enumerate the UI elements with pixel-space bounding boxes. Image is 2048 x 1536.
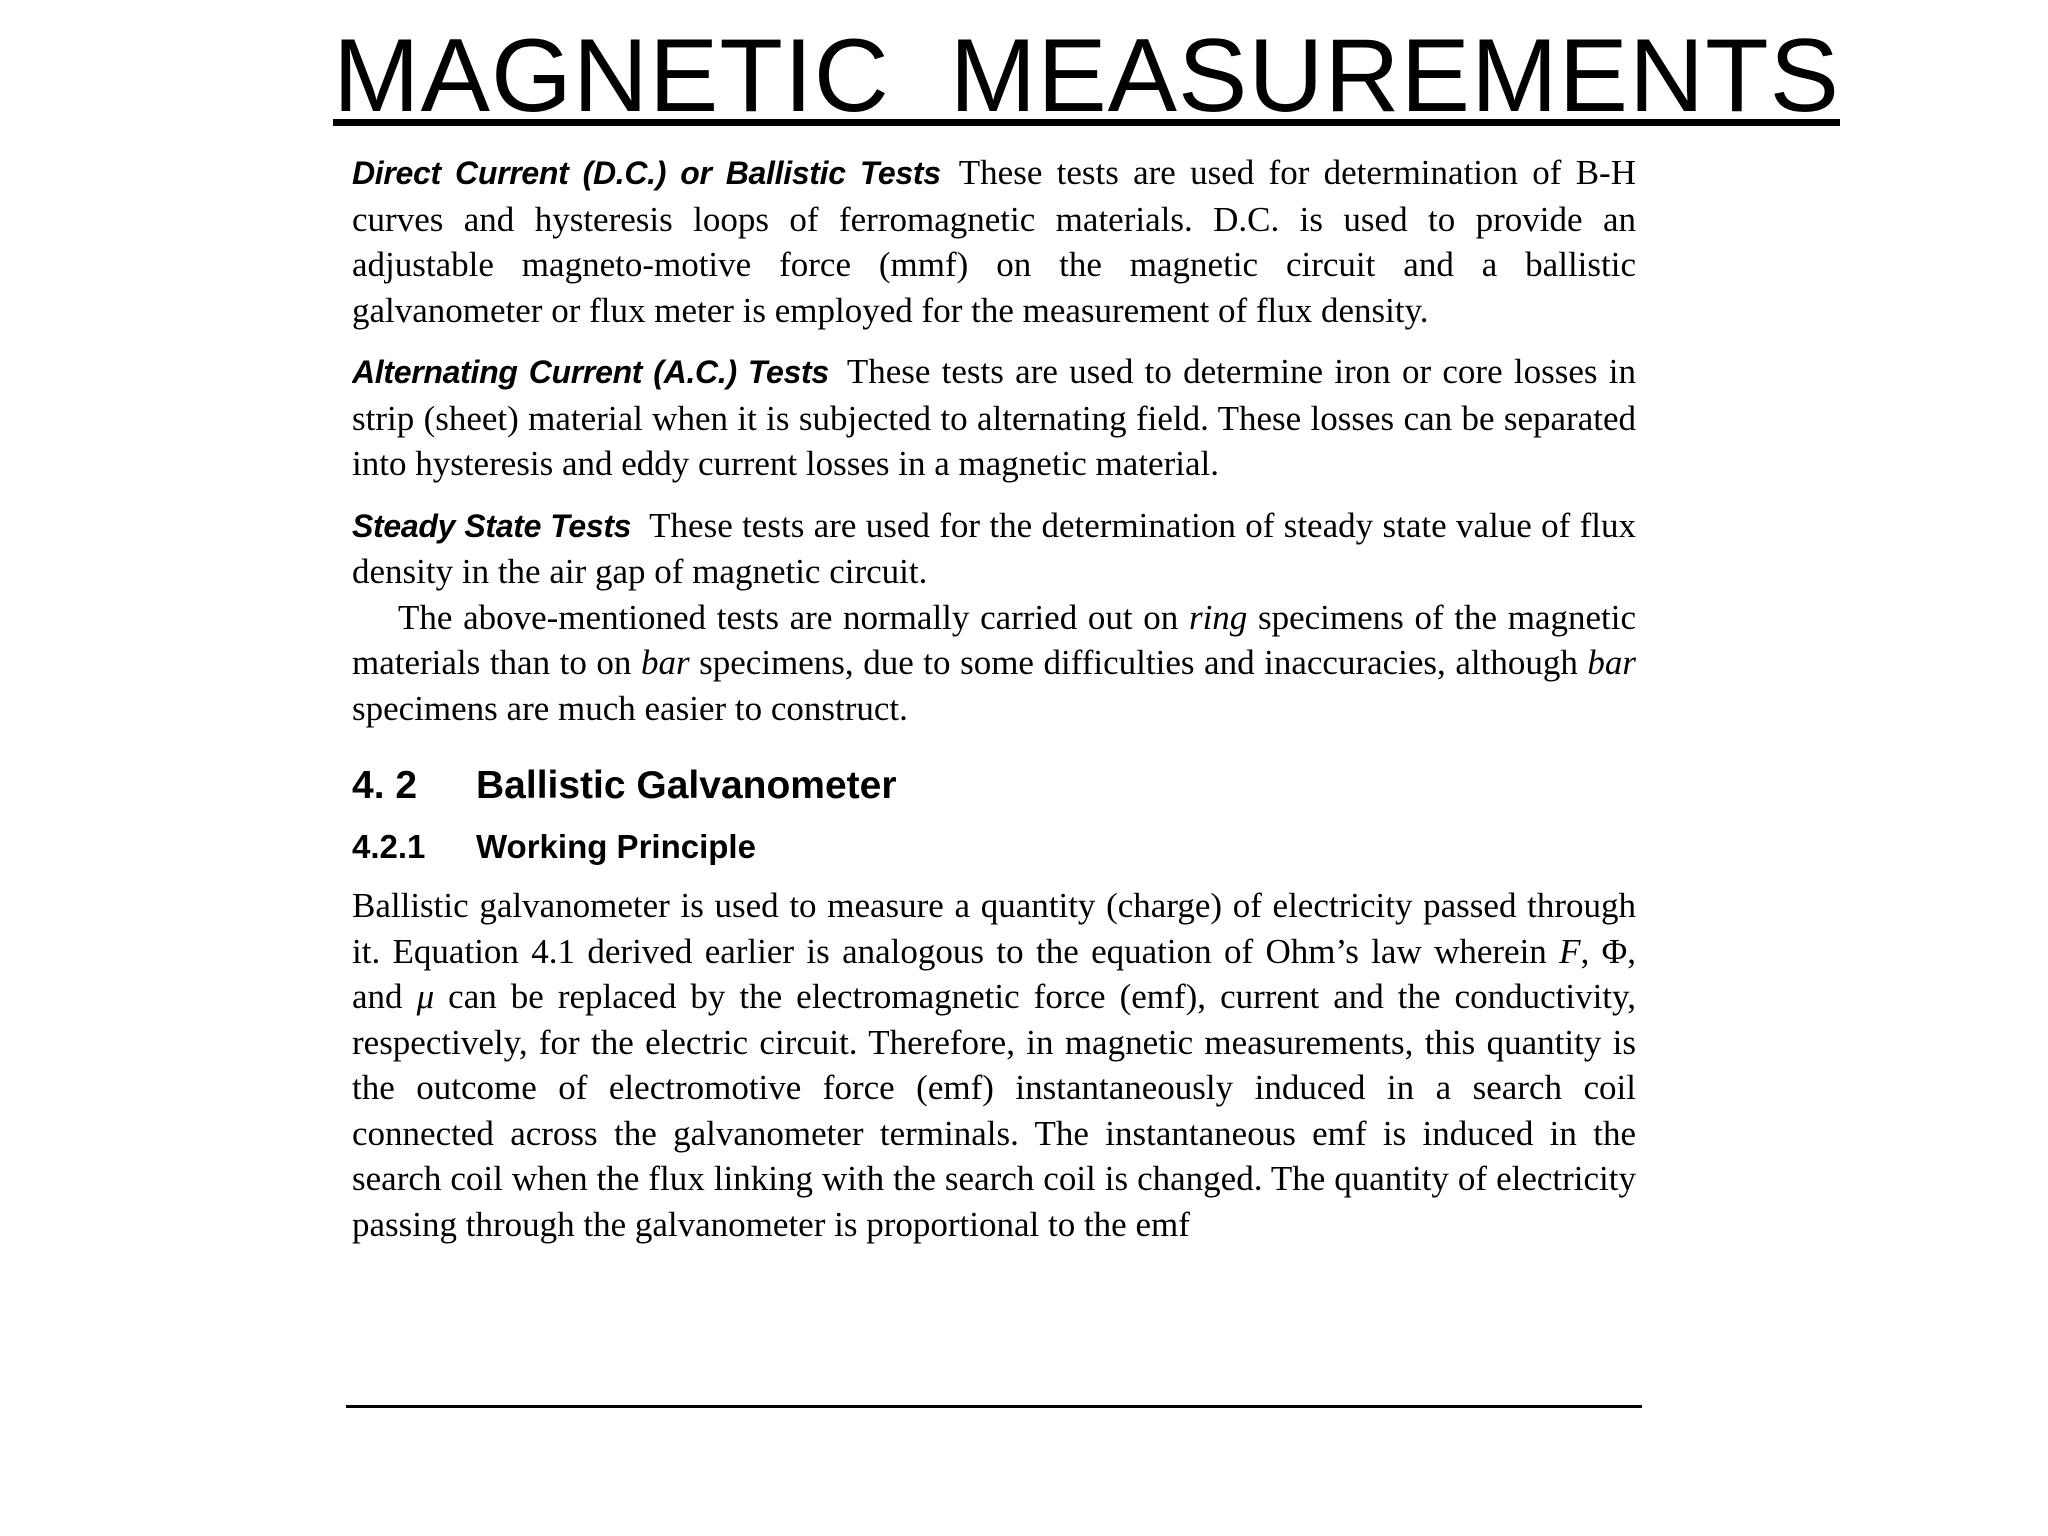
paragraph-text: can be replaced by the electromagnetic force (emf), current and the conductivity, respectively, for the electric circuit. Therefore, in magnetic measurements, this quantity is the outcome of electromotive force (emf) instantaneously induced in a search coil connected across the galvanometer terminals. The instantaneous emf is induced in the search coil when the flux linking with the search coil is changed. The quantity of electricity passing through the galvanometer is proportional to the emf [352,977,1636,1244]
symbol-F: F [1559,931,1581,971]
section-title: Ballistic Galvanometer [476,764,897,807]
section-heading [352,761,1636,811]
emphasis-bar: bar [1587,643,1636,682]
subsection-title: Working Principle [476,828,756,865]
run-in-heading-ac-tests: Alternating Current (A.C.) Tests [352,354,829,390]
paragraph-steady-state-tests [352,503,1636,595]
symbol-phi: Φ [1601,931,1628,971]
paragraph-working-principle [352,883,1636,1247]
emphasis-bar: bar [640,643,690,682]
paragraph-text: The above-mentioned tests are normally carried out on [398,597,1189,637]
paragraph-text: These tests are used for the determination of steady state value of flux density in the air gap of magnetic circuit. [352,505,1636,591]
section-number: 4. 2 [352,764,418,807]
emphasis-ring: ring [1188,597,1248,637]
subsection-heading [352,825,1636,869]
paragraph-text: These tests are used for determination of B-H curves and hysteresis loops of ferromagnetic materials. D.C. is used to provide an adjustable magneto-motive force (mmf) on the magnetic circuit and a ballistic galvanometer or flux meter is employed for the measurement of flux density. [352,153,1636,330]
paragraph-ac-tests [352,349,1636,487]
symbol-mu: μ [416,977,435,1016]
run-in-heading-dc-tests: Direct Current (D.C.) or Ballistic Tests [352,155,941,191]
subsection-number: 4.2.1 [352,828,426,865]
run-in-heading-steady-state-tests: Steady State Tests [352,507,632,544]
paragraph-specimens [352,595,1636,732]
slide-title: MAGNETIC MEASUREMENTS [333,18,1840,134]
paragraph-text: specimens of the magnetic materials than to on [352,597,1636,682]
paragraph-text: specimens, due to some difficulties and inaccuracies, although [689,643,1588,682]
bottom-rule [346,1405,1642,1408]
paragraph-text: , [1580,931,1602,971]
paragraph-dc-tests [352,150,1636,333]
paragraph-text: These tests are used to determine iron or core losses in strip (sheet) material when it is subjected to alternating field. These losses can be separated into hysteresis and eddy current losses in a magnetic material. [352,352,1636,483]
scanned-text-excerpt [352,150,1636,1412]
paragraph-text: specimens are much easier to construct. [352,688,908,728]
paragraph-text: Ballistic galvanometer is used to measure a quantity (charge) of electricity passed through it. Equation 4.1 derived earlier is analogous to the equation of Ohm’s law wherein [352,886,1636,971]
paragraph-text: , and [352,931,1636,1016]
